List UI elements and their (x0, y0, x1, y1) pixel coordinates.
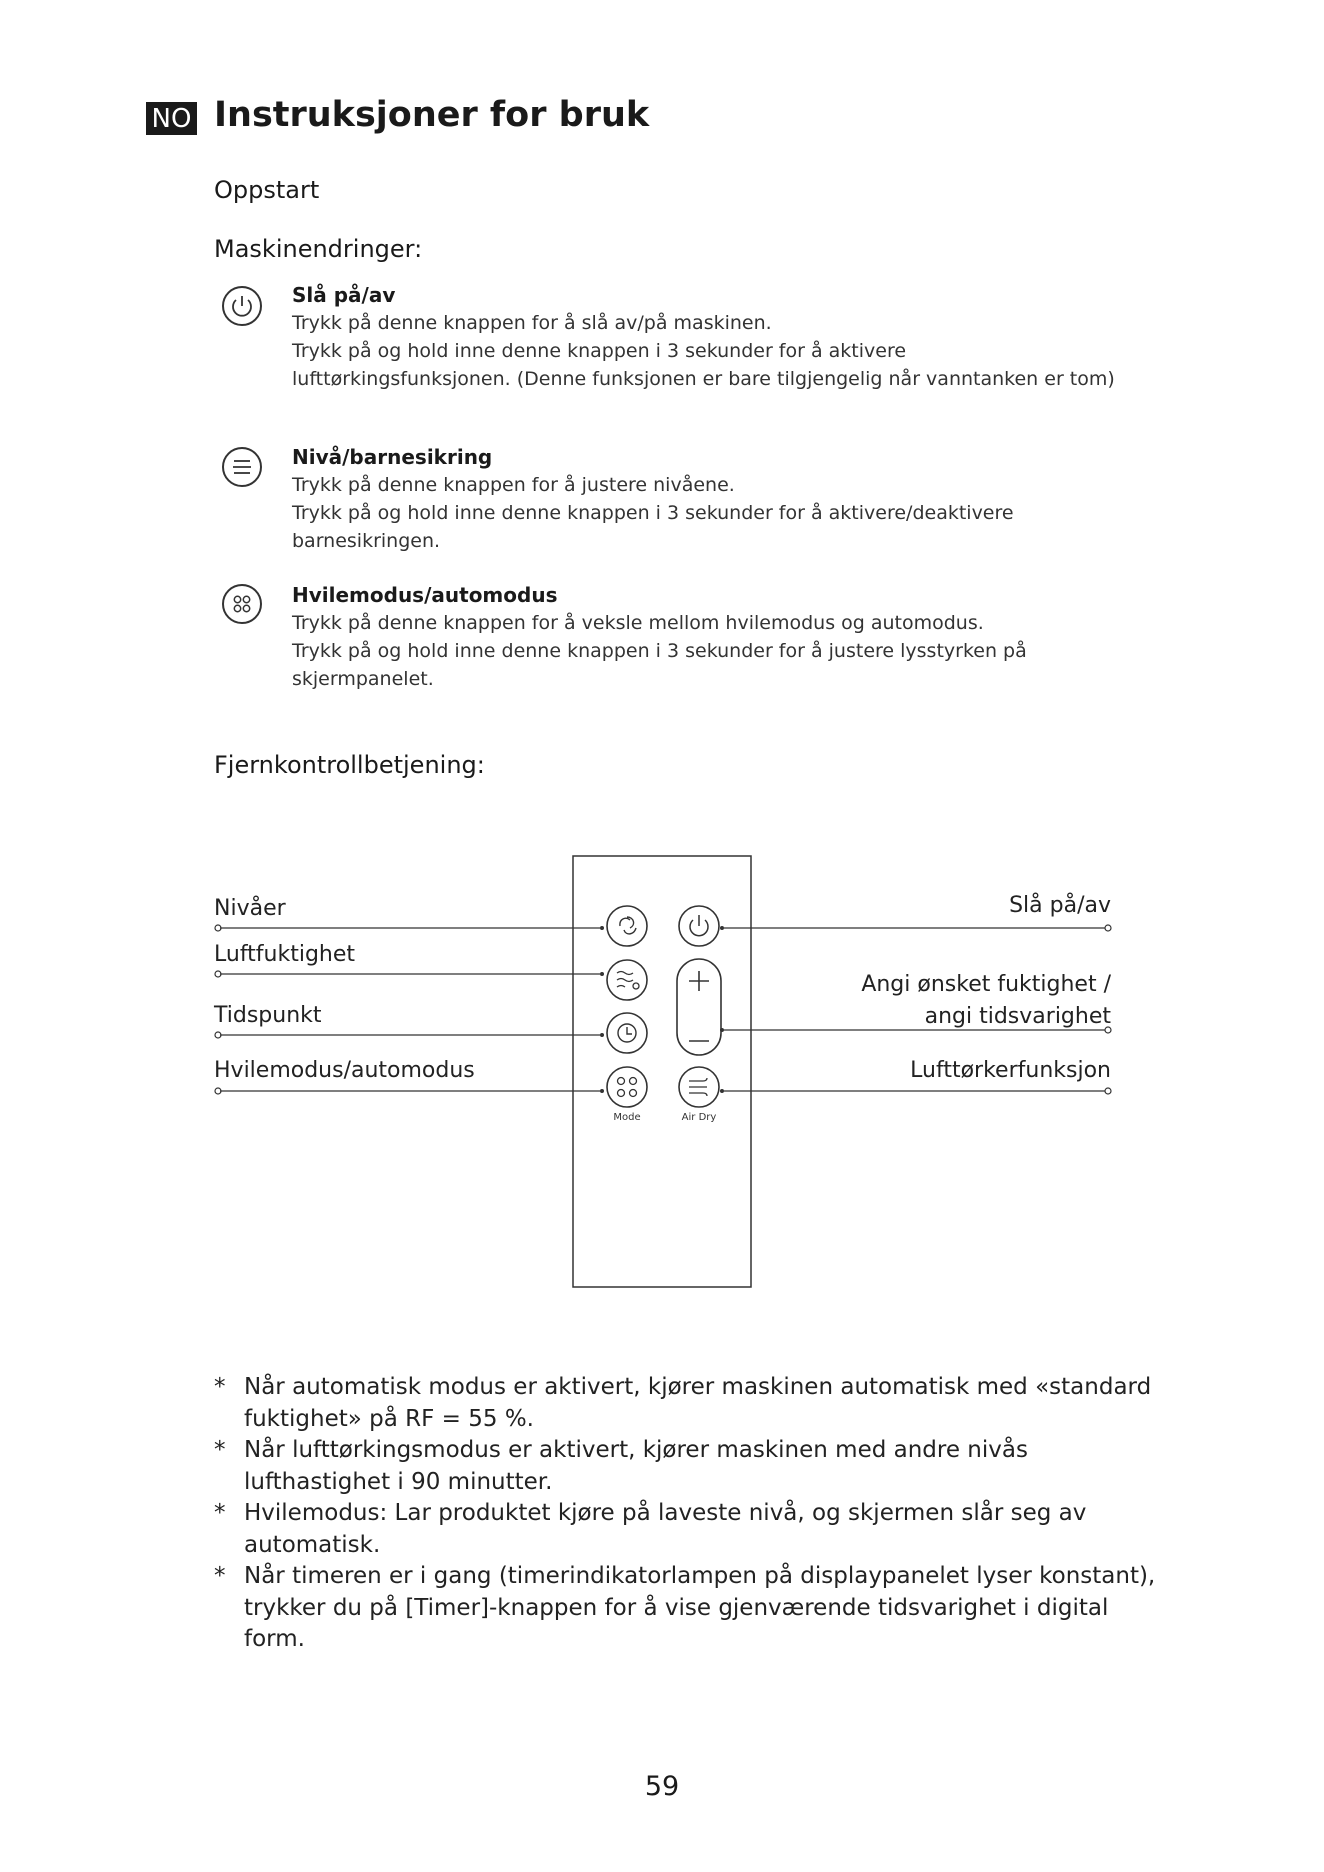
note-item: * Hvilemodus: Lar produktet kjøre på laveste nivå, og skjermen slår seg av automatisk. (214, 1500, 1087, 1558)
leader-end-power (1105, 925, 1111, 931)
label-power: Slå på/av (1009, 893, 1111, 918)
note-bullet: * (214, 1563, 226, 1589)
language-badge: NO (146, 102, 197, 135)
leader-dot-mode (600, 1089, 604, 1093)
feature-title-levels: Nivå/barnesikring (292, 445, 493, 469)
leader-dot-levels (600, 926, 604, 930)
feature-desc-mode: Trykk på denne knappen for å veksle mellom hvilemodus og automodus. Trykk på og hold inne denne knappen i 3 sekunder for å justere lysstyrken på skjermpanelet. (292, 612, 1027, 690)
note-bullet: * (214, 1500, 226, 1526)
machine-heading: Maskinendringer: (214, 235, 423, 263)
mode-button-caption: Mode (613, 1112, 641, 1123)
mode-button-icon (607, 1067, 647, 1107)
page-number: 59 (644, 1771, 680, 1802)
label-airdry: Lufttørkerfunksjon (910, 1058, 1111, 1083)
airdry-button-caption: Air Dry (681, 1112, 717, 1123)
remote-heading: Fjernkontrollbetjening: (214, 751, 485, 779)
notes-list (214, 1372, 1155, 1656)
feature-desc-levels: Trykk på denne knappen for å justere nivåene. Trykk på og hold inne denne knappen i 3 sekunder for å aktivere/deaktivere barnesikringen. (292, 474, 1014, 552)
feature-title-power: Slå på/av (292, 283, 396, 307)
label-mode: Hvilemodus/automodus (214, 1058, 475, 1083)
label-levels: Nivåer (214, 896, 286, 921)
label-adjust-line1: Angi ønsket fuktighet / (861, 972, 1111, 997)
page-title: Instruksjoner for bruk (214, 95, 650, 135)
leader-dot-time (600, 1033, 604, 1037)
note-item: * Når timeren er i gang (timerindikatorlampen på displaypanelet lyser konstant), trykker du på [Timer]-knappen for å vise gjenværende tidsvarighet i digital form. (214, 1563, 1156, 1652)
remote-body (573, 856, 751, 1287)
leader-dot-airdry (720, 1089, 724, 1093)
startup-heading: Oppstart (214, 176, 320, 204)
humidity-icon (607, 960, 647, 1000)
note-item: * Når lufttørkingsmodus er aktivert, kjører maskinen med andre nivås lufthastighet i 90 minutter. (214, 1437, 1028, 1495)
note-bullet: * (214, 1374, 226, 1400)
label-time: Tidspunkt (214, 1003, 322, 1028)
leader-end-airdry (1105, 1088, 1111, 1094)
label-humidity: Luftfuktighet (214, 942, 356, 967)
leader-dot-power (720, 926, 724, 930)
fan-icon (607, 906, 647, 946)
note-item: * Når automatisk modus er aktivert, kjører maskinen automatisk med «standard fuktighet» på RF = 55 %. (214, 1374, 1152, 1432)
feature-desc-power: Trykk på denne knappen for å slå av/på maskinen. Trykk på og hold inne denne knappen i 3 sekunder for å aktivere lufttørkingsfunksjonen. (Denne funksjonen er bare tilgjengelig når vanntanken er tom) (292, 312, 1115, 390)
feature-title-mode: Hvilemodus/automodus (292, 583, 558, 607)
label-adjust-line2: angi tidsvarighet (924, 1004, 1111, 1029)
leader-dot-humidity (600, 972, 604, 976)
note-bullet: * (214, 1437, 226, 1463)
